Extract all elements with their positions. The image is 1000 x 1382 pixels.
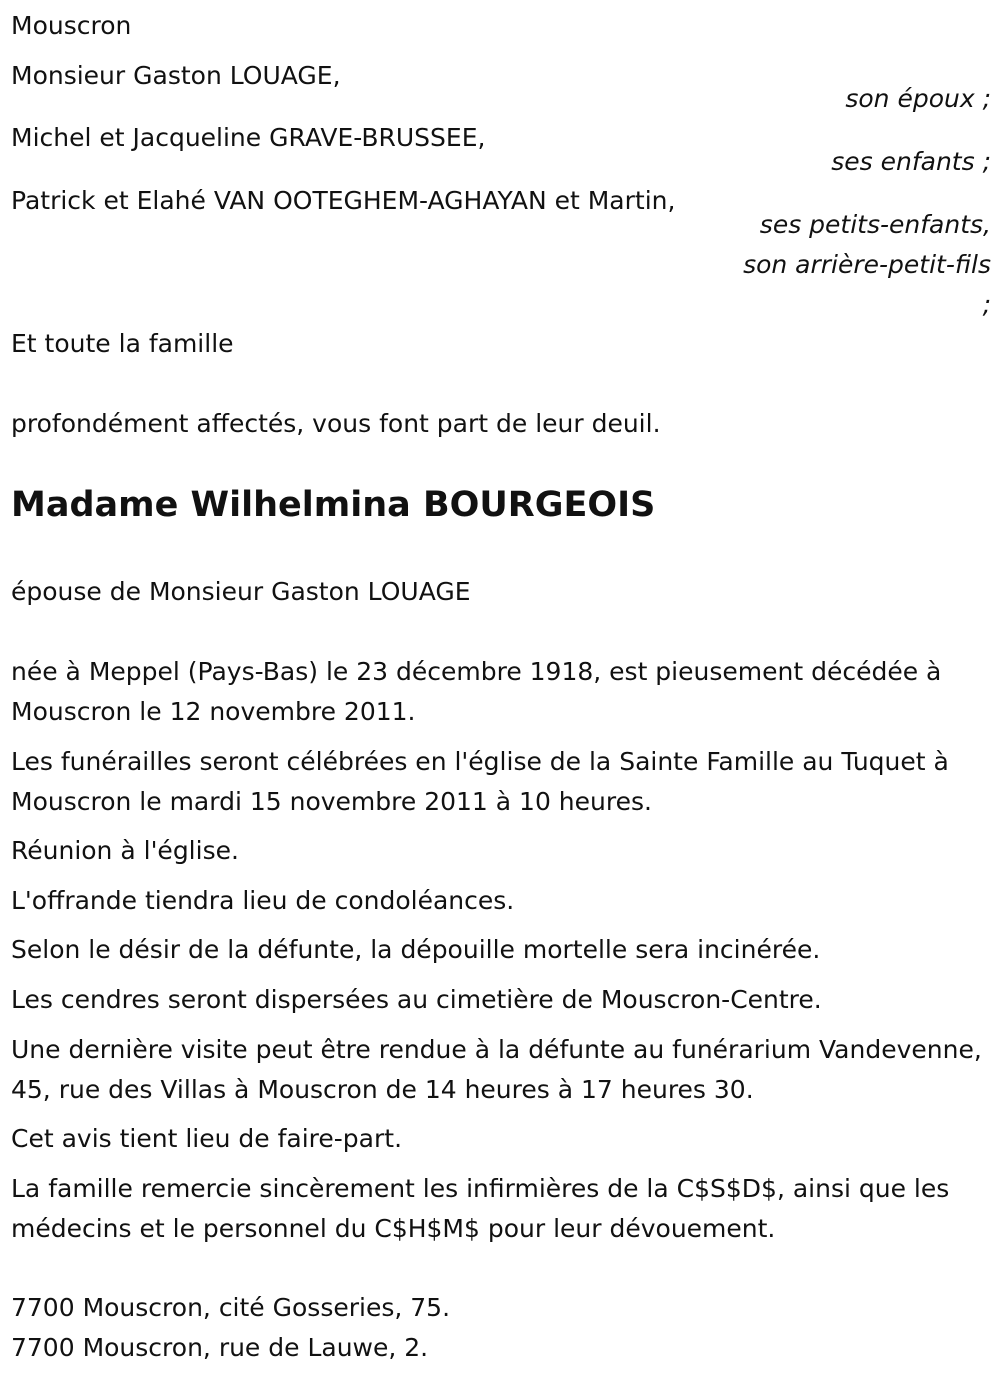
family-role-great-grandchild: son arrière-petit-fils bbox=[743, 250, 991, 279]
body-paragraph-meeting: Réunion à l'église. bbox=[11, 836, 239, 865]
body-paragraph-ashes: Les cendres seront dispersées au cimetière de Mouscron-Centre. bbox=[11, 985, 822, 1014]
city-header: Mouscron bbox=[11, 11, 132, 40]
body-paragraph-visit: Une dernière visite peut être rendue à la défunte au funérarium Vandevenne, 45, rue des Villas à Mouscron de 14 heures à 17 heures 30. bbox=[11, 1035, 982, 1104]
body-paragraph-birth-death: née à Meppel (Pays-Bas) le 23 décembre 1918, est pieusement décédée à Mouscron le 12 novembre 2011. bbox=[11, 657, 942, 726]
family-member-spouse: Monsieur Gaston LOUAGE, bbox=[11, 61, 341, 90]
family-role-spouse: son époux ; bbox=[845, 84, 991, 113]
body-paragraph-offering: L'offrande tiendra lieu de condoléances. bbox=[11, 886, 515, 915]
deceased-spouse: épouse de Monsieur Gaston LOUAGE bbox=[11, 577, 471, 606]
family-role-semicolon: ; bbox=[982, 290, 991, 319]
address-line: 7700 Mouscron, cité Gosseries, 75. bbox=[11, 1293, 451, 1322]
body-paragraph-cremation: Selon le désir de la défunte, la dépouille mortelle sera incinérée. bbox=[11, 935, 821, 964]
family-member-children: Michel et Jacqueline GRAVE-BRUSSEE, bbox=[11, 123, 486, 152]
intro-text: profondément affectés, vous font part de leur deuil. bbox=[11, 409, 661, 438]
body-paragraph-thanks: La famille remercie sincèrement les infirmières de la C$S$D$, ainsi que les médecins et le personnel du C$H$M$ pour leur dévouement. bbox=[11, 1174, 950, 1243]
body-paragraph-funeral: Les funérailles seront célébrées en l'église de la Sainte Famille au Tuquet à Mouscron le mardi 15 novembre 2011 à 10 heures. bbox=[11, 747, 949, 816]
family-role-children: ses enfants ; bbox=[831, 147, 991, 176]
address-line: 7700 Mouscron, rue de Lauwe, 2. bbox=[11, 1333, 429, 1362]
family-member-grandchildren: Patrick et Elahé VAN OOTEGHEM-AGHAYAN et Martin, bbox=[11, 186, 676, 215]
family-role-grandchildren: ses petits-enfants, bbox=[759, 210, 991, 239]
deceased-name: Madame Wilhelmina BOURGEOIS bbox=[11, 485, 656, 525]
body-paragraph-notice: Cet avis tient lieu de faire-part. bbox=[11, 1124, 403, 1153]
family-all: Et toute la famille bbox=[11, 329, 234, 358]
